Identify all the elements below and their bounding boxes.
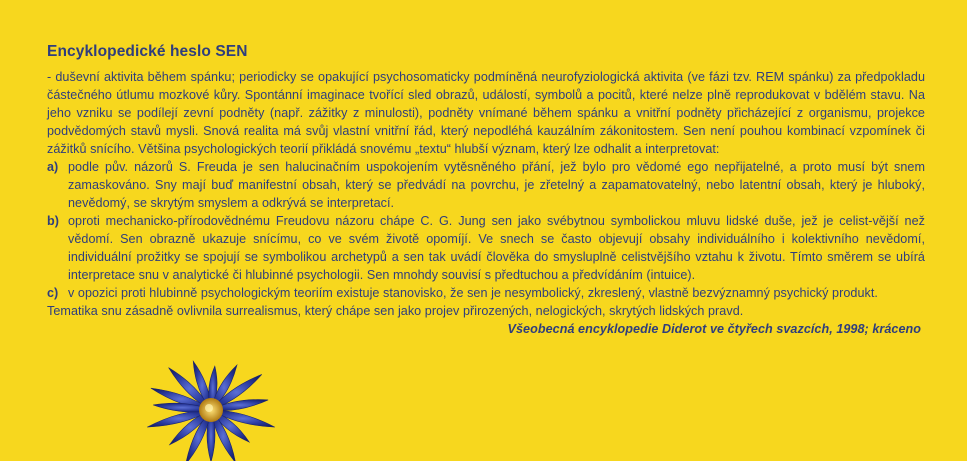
list-item: [47, 212, 925, 284]
list-marker: a): [47, 160, 59, 174]
list-item: [47, 158, 925, 212]
blue-flower-image: [145, 348, 290, 461]
list-marker: c): [47, 286, 59, 300]
interpretation-list: [47, 158, 925, 302]
list-item-text: oproti mechanicko-přírodovědnému Freudovu názoru chápe C. G. Jung sen jako svébytnou symbolickou mluvu lidské duše, jež je celist-vější než vědomí. Sen obrazně ukazuje snícímu, co ve svém životě opomíjí. Ve snech se často objevují obsahy individuálního i kolektivního nevědomí, individuální prožitky se spojují se symbolikou archetypů a sen tak uvádí člověka do smysluplně celistvějšího vztahu k životu. Tímto směrem se ubírá interpretace snu v analytické či hlubinné psychologii. Sen mnohdy souvisí s předtuchou a předvídáním (intuice).: [68, 214, 925, 282]
source-citation: Všeobecná encyklopedie Diderot ve čtyřech svazcích, 1998; kráceno: [507, 322, 921, 336]
list-item-text: podle pův. názorů S. Freuda je sen halucinačním uspokojením vytěsněného přání, jež bylo pro vědomé ego nepřijatelné, a proto musí být snem zamaskováno. Sny mají buď manifestní obsah, který se předvádí na povrchu, je zřetelný a zapamatovatelný, nebo latentní obsah, který je hluboký, nevědomý, se skrytým smyslem a odkrývá se interpretací.: [68, 160, 925, 210]
list-marker: b): [47, 214, 59, 228]
entry-closing: Tematika snu zásadně ovlivnila surrealismus, který chápe sen jako projev přirozených, nelogických, skrytých lidských pravd.: [47, 304, 744, 318]
flower-center-highlight: [205, 404, 213, 412]
entry-intro: - duševní aktivita během spánku; periodicky se opakující psychosomaticky podmíněná neurofyziologická aktivita (ve fázi tzv. REM spánku) za předpokladu částečného útlumu mozkové kůry. Spontánní imaginace tvořící sled obrazů, událostí, symbolů a pocitů, které nelze plně reprodukovat v bdělém stavu. Na jeho vzniku se podílejí zevní podněty (např. zážitky z minulosti), podněty vnímané během spánku a vnitřní podněty přicházející z organismu, projekce podvědomých stavů mysli. Snová realita má svůj vlastní vnitřní řád, který nepodléhá kauzálním zákonitostem. Sen není pouhou kombinací vzpomínek či zážitků snícího. Většina psychologických teorií přikládá snovému „textu“ hlubší význam, který lze odhalit a interpretovat:: [47, 70, 925, 156]
encyclopedia-entry: [47, 42, 925, 338]
list-item-text: v opozici proti hlubinně psychologickým teoriím existuje stanovisko, že sen je nesymbolický, zkreslený, vlastně bezvýznamný psychický produkt.: [68, 286, 878, 300]
list-item: [47, 284, 925, 302]
entry-title: Encyklopedické heslo SEN: [47, 43, 248, 60]
